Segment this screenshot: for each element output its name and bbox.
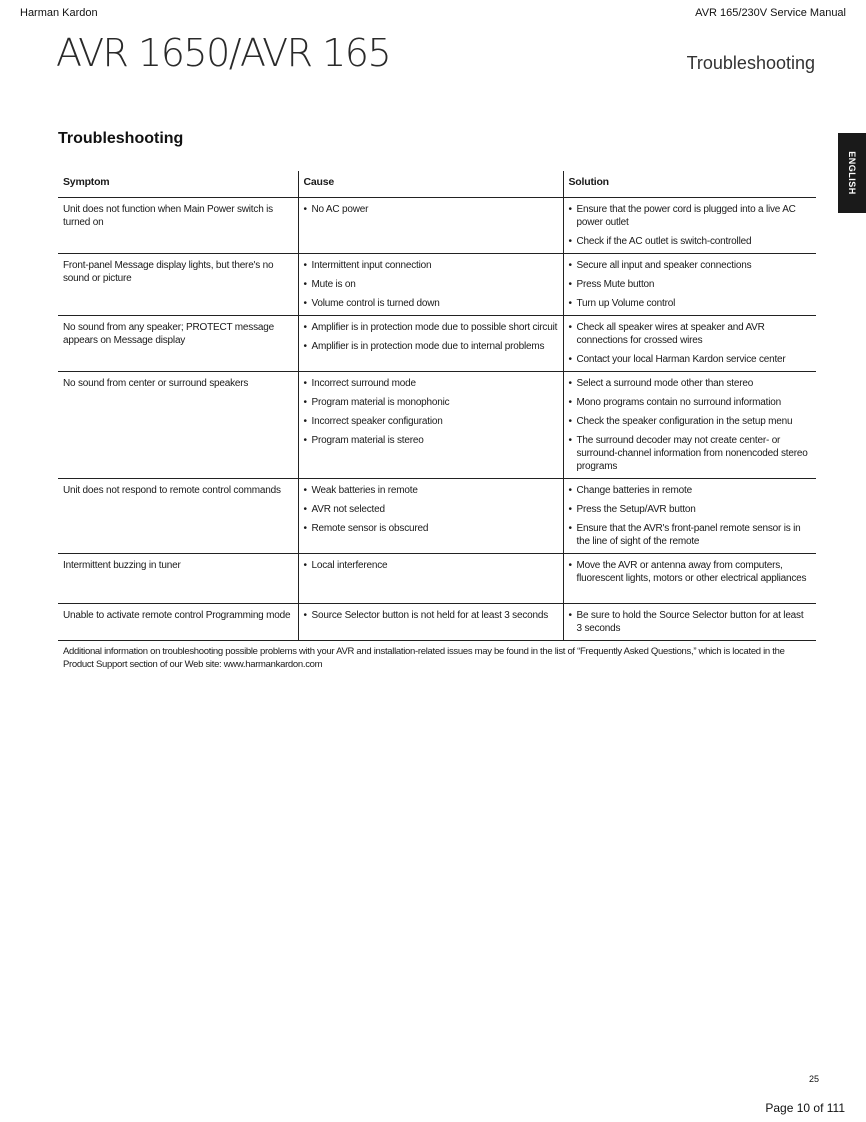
symptom-cell: Unit does not function when Main Power switch is turned on [58,198,298,254]
solution-item: • Ensure that the power cord is plugged into a live AC power outlet [569,203,812,229]
cause-item: • Program material is monophonic [304,396,558,409]
cause-cell [298,254,563,316]
symptom-cell: Front-panel Message display lights, but there's no sound or picture [58,254,298,316]
solution-cell [563,604,816,641]
solution-item: • Press the Setup/AVR button [569,503,812,516]
solution-list [569,609,812,635]
solution-cell [563,554,816,604]
cause-item: • Weak batteries in remote [304,484,558,497]
table-row [58,372,816,479]
cause-list [304,609,558,622]
document-page-number: 25 [809,1074,820,1084]
cause-item: • Program material is stereo [304,434,558,447]
solution-item: • Press Mute button [569,278,812,291]
solution-list [569,559,812,585]
symptom-cell: Unable to activate remote control Programming mode [58,604,298,641]
cause-item: • Volume control is turned down [304,297,558,310]
solution-item: • Be sure to hold the Source Selector button for at least 3 seconds [569,609,812,635]
solution-item: • The surround decoder may not create center- or surround-channel information from nonencoded stereo programs [569,434,812,473]
cause-item: • Source Selector button is not held for at least 3 seconds [304,609,558,622]
troubleshooting-table [58,171,816,641]
table-row [58,554,816,604]
solution-list [569,377,812,473]
cause-cell [298,372,563,479]
table-header-row [58,171,816,198]
cause-item: • Mute is on [304,278,558,291]
pdf-page-label: Page 10 of 111 [765,1101,845,1115]
symptom-cell: No sound from center or surround speakers [58,372,298,479]
cause-item: • Local interference [304,559,558,572]
solution-item: • Check if the AC outlet is switch-controlled [569,235,812,248]
cause-item: • Incorrect surround mode [304,377,558,390]
cause-item: • Amplifier is in protection mode due to internal problems [304,340,558,353]
solution-item: • Check the speaker configuration in the setup menu [569,415,812,428]
solution-item: • Mono programs contain no surround information [569,396,812,409]
cause-item: • No AC power [304,203,558,216]
cause-list [304,377,558,447]
section-label: Troubleshooting [686,53,815,73]
solution-item: • Check all speaker wires at speaker and AVR connections for crossed wires [569,321,812,347]
table-row [58,479,816,554]
cause-item: • Incorrect speaker configuration [304,415,558,428]
table-row [58,316,816,372]
solution-list [569,203,812,248]
solution-item: • Secure all input and speaker connections [569,259,812,272]
language-tab-label: ENGLISH [847,151,857,195]
solution-list [569,259,812,310]
solution-list [569,484,812,548]
solution-cell [563,254,816,316]
cause-cell [298,604,563,641]
solution-cell [563,316,816,372]
solution-list [569,321,812,366]
symptom-cell: Unit does not respond to remote control commands [58,479,298,554]
cause-list [304,259,558,310]
cause-cell [298,479,563,554]
solution-item: • Contact your local Harman Kardon service center [569,353,812,366]
footnote: Additional information on troubleshooting possible problems with your AVR and installation-related issues may be found in the list of “Frequently Asked Questions,” which is located in the Product Support section of our Web site: www.harmankardon.com [63,646,785,670]
cause-list [304,559,558,572]
cause-item: • Remote sensor is obscured [304,522,558,535]
cause-list [304,203,558,216]
solution-cell [563,198,816,254]
cause-item: • AVR not selected [304,503,558,516]
page-heading: Troubleshooting [58,130,184,147]
symptom-cell: Intermittent buzzing in tuner [58,554,298,604]
header-symptom: Symptom [58,171,298,198]
manual-title: AVR 165/230V Service Manual [695,7,846,19]
solution-item: • Move the AVR or antenna away from computers, fluorescent lights, motors or other electrical appliances [569,559,812,585]
company-name: Harman Kardon [20,7,98,19]
header-solution: Solution [563,171,816,198]
symptom-cell: No sound from any speaker; PROTECT message appears on Message display [58,316,298,372]
table-row [58,198,816,254]
cause-cell [298,198,563,254]
cause-cell [298,316,563,372]
solution-cell [563,479,816,554]
solution-item: • Select a surround mode other than stereo [569,377,812,390]
header-cause: Cause [298,171,563,198]
solution-cell [563,372,816,479]
table-row [58,254,816,316]
cause-list [304,484,558,535]
model-title: AVR 1650/AVR 165 [56,31,391,75]
cause-cell [298,554,563,604]
table-body [58,198,816,641]
table-row [58,604,816,641]
cause-item: • Intermittent input connection [304,259,558,272]
solution-item: • Ensure that the AVR's front-panel remote sensor is in the line of sight of the remote [569,522,812,548]
cause-item: • Amplifier is in protection mode due to possible short circuit [304,321,558,334]
cause-list [304,321,558,353]
solution-item: • Turn up Volume control [569,297,812,310]
language-tab [838,133,866,213]
solution-item: • Change batteries in remote [569,484,812,497]
